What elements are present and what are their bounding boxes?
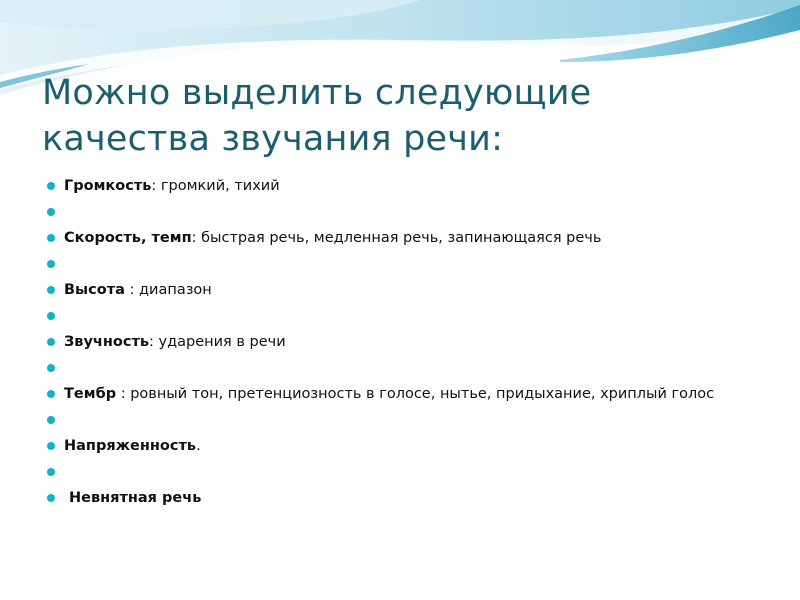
list-item [47,435,767,457]
list-item [47,409,767,431]
bullet-icon [47,338,55,346]
list-item [47,305,767,327]
list-item [47,227,767,249]
list-item [47,279,767,301]
slide-title [42,70,762,162]
bullet-icon [47,182,55,190]
bullet-icon [47,494,55,502]
item-term: Громкость [64,178,152,194]
list-item [47,487,767,509]
item-text: : диапазон [124,282,212,298]
list-item [47,201,767,223]
item-text: : громкий, тихий [151,178,280,194]
list-item [47,357,767,379]
bullet-icon [47,364,55,372]
item-term: Высота [64,282,125,298]
bullet-icon [47,234,55,242]
bullet-icon [47,442,55,450]
bullet-icon [47,286,55,294]
bullet-icon [47,468,55,476]
list-item [47,461,767,483]
item-term: Напряженность [64,438,197,454]
item-text: : ударения в речи [149,334,286,350]
item-text: . [196,438,201,454]
item-term: Тембр [64,386,117,402]
bullet-icon [47,416,55,424]
bullet-icon [47,260,55,268]
bullet-list [47,175,767,513]
list-item [47,383,767,405]
bullet-icon [47,208,55,216]
list-item [47,175,767,197]
title-line-2: качества звучания речи: [42,119,504,159]
bullet-icon [47,390,55,398]
title-line-1: Можно выделить следующие [42,73,592,113]
bullet-icon [47,312,55,320]
item-term: Невнятная речь [69,490,202,506]
item-text: : ровный тон, претенциозность в голосе, нытье, придыхание, хриплый голос [116,386,715,402]
list-item [47,331,767,353]
item-text: : быстрая речь, медленная речь, запинающаяся речь [191,230,602,246]
list-item [47,253,767,275]
item-term: Скорость, темп [64,230,192,246]
item-term: Звучность [64,334,150,350]
